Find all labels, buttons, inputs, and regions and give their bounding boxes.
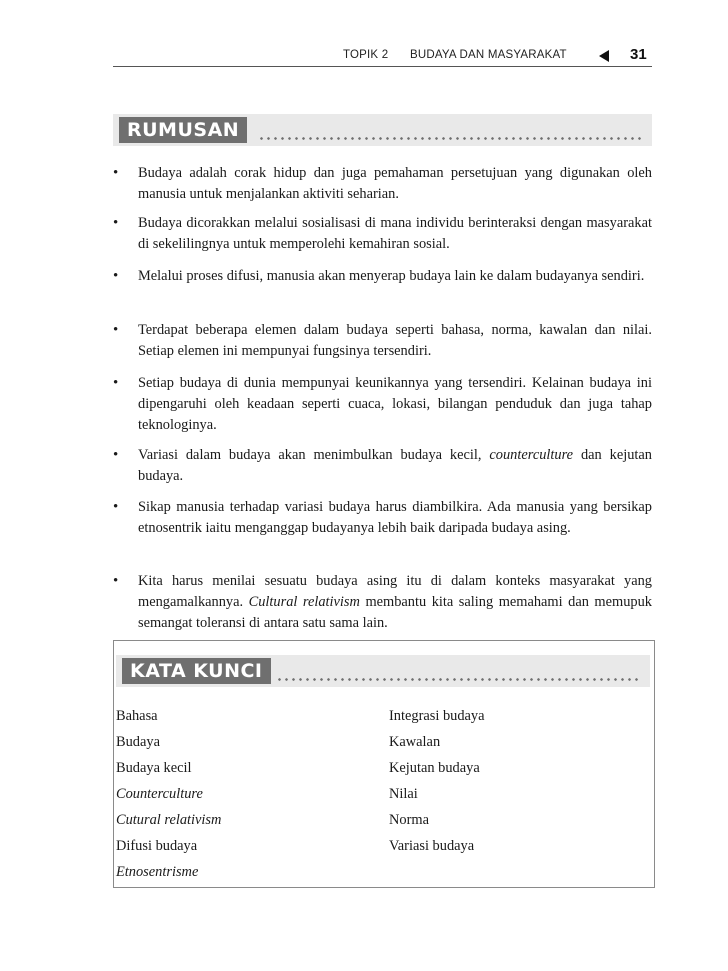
keyword-item: Etnosentrisme xyxy=(116,864,199,880)
italic-term: counterculture xyxy=(489,447,574,463)
keyword-item: Difusi budaya xyxy=(116,838,198,854)
keyword-item: Bahasa xyxy=(116,708,158,724)
bullet-icon: • xyxy=(113,375,119,391)
bullet-icon: • xyxy=(113,165,119,181)
keywords-box xyxy=(113,640,655,888)
list-item-text: Budaya dicorakkan melalui sosialisasi di mana individu berinteraksi dengan masyarakat di sekelilingnya untuk memperolehi kemahiran sosial. xyxy=(138,215,652,252)
summary-heading: RUMUSAN xyxy=(119,117,247,143)
list-item-text: Melalui proses difusi, manusia akan menyerap budaya lain ke dalam budayanya sendiri. xyxy=(138,268,645,284)
running-header xyxy=(113,46,652,66)
keyword-item: Kejutan budaya xyxy=(389,760,480,776)
header-topic: TOPIK 2 xyxy=(343,49,389,61)
header-title: BUDAYA DAN MASYARAKAT xyxy=(410,49,567,61)
bullet-icon: • xyxy=(113,447,119,463)
bullet-icon: • xyxy=(113,573,119,589)
keyword-item: Counterculture xyxy=(116,786,203,802)
banner-dotted-rule xyxy=(258,137,644,140)
list-item-text: Setiap budaya di dunia mempunyai keunikannya yang tersendiri. Kelainan budaya ini dipengaruhi oleh keadaan seperti cuaca, lokasi, bilangan penduduk dan juga tahap teknologinya. xyxy=(138,375,652,433)
keywords-banner xyxy=(116,655,650,687)
bullet-icon: • xyxy=(113,322,119,338)
bullet-icon: • xyxy=(113,215,119,231)
list-item-text: Kita harus menilai sesuatu budaya asing itu di dalam konteks masyarakat yang mengamalkannya. Cultural relativism membantu kita saling memahami dan memupuk semangat toleransi di antara satu sama lain. xyxy=(138,573,652,631)
list-item-text: Terdapat beberapa elemen dalam budaya seperti bahasa, norma, kawalan dan nilai. Setiap elemen ini mempunyai fungsinya tersendiri. xyxy=(138,322,652,359)
keyword-item: Budaya kecil xyxy=(116,760,192,776)
list-item-text: Variasi dalam budaya akan menimbulkan budaya kecil, counterculture dan kejutan budaya. xyxy=(138,447,652,484)
bullet-icon: • xyxy=(113,268,119,284)
keyword-item: Kawalan xyxy=(389,734,441,750)
keyword-item: Nilai xyxy=(389,786,418,802)
keyword-item: Variasi budaya xyxy=(389,838,475,854)
keyword-item: Cutural relativism xyxy=(116,812,222,828)
summary-banner xyxy=(113,114,652,146)
list-item-text: Sikap manusia terhadap variasi budaya harus diambilkira. Ada manusia yang bersikap etnosentrik iaitu menganggap budayanya lebih baik daripada budaya asing. xyxy=(138,499,652,536)
keywords-heading: KATA KUNCI xyxy=(122,658,271,684)
triangle-left-icon xyxy=(599,50,609,62)
keyword-item: Norma xyxy=(389,812,429,828)
page-number: 31 xyxy=(630,46,647,63)
bullet-icon: • xyxy=(113,499,119,515)
header-rule xyxy=(113,66,652,67)
keyword-item: Integrasi budaya xyxy=(389,708,485,724)
banner-dotted-rule xyxy=(276,678,642,681)
list-item-text: Budaya adalah corak hidup dan juga pemahaman persetujuan yang digunakan oleh manusia untuk menjalankan aktiviti seharian. xyxy=(138,165,652,202)
italic-term: Cultural relativism xyxy=(248,594,360,610)
keyword-item: Budaya xyxy=(116,734,160,750)
